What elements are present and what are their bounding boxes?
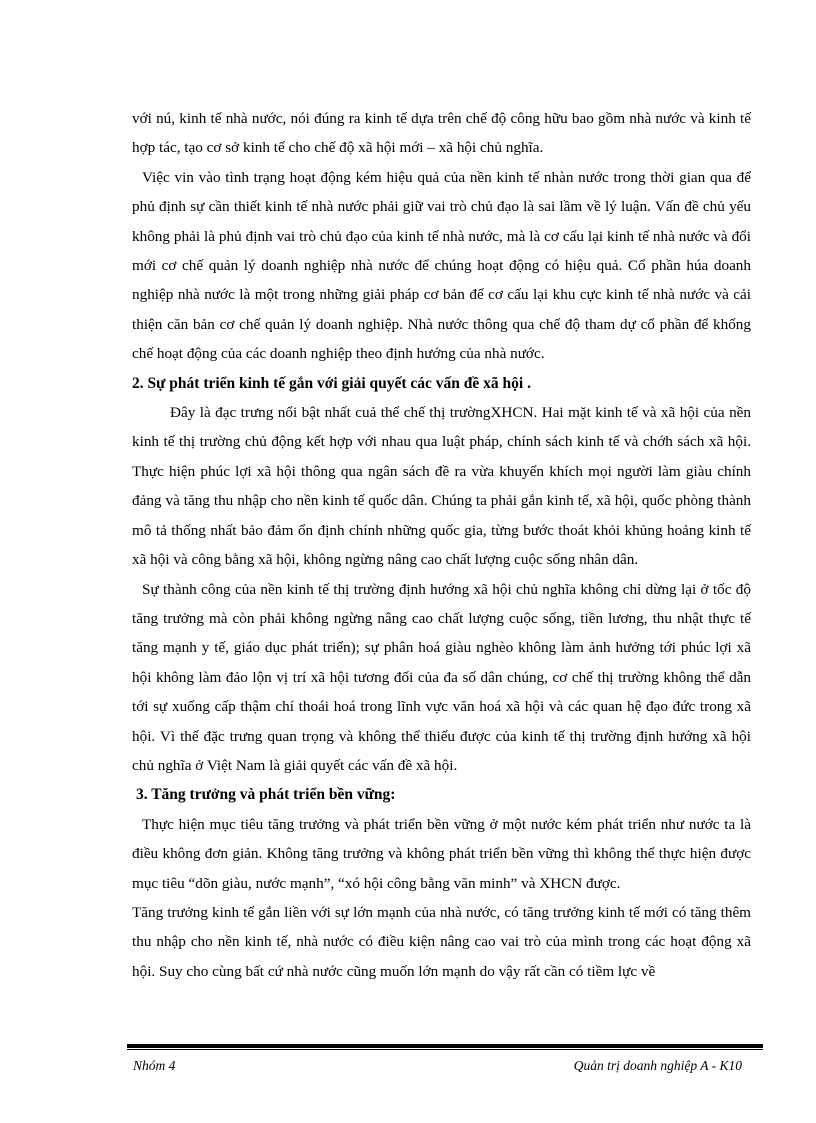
footer-divider <box>127 1044 763 1048</box>
paragraph: Thực hiện mục tiêu tăng trưởng và phát triển bền vững ở một nước kém phát triển như nước ta là điều không đơn giản. Không tăng trưởng và không phát triển bền vững thì không thể thực hiện được mục tiêu “dõn giàu, nước mạnh”, “xó hội công bằng văn minh” và XHCN được. <box>132 815 751 892</box>
footer-group-label: Nhóm 4 <box>133 1058 176 1073</box>
footer-divider-thin <box>127 1049 763 1050</box>
section-heading: 3. Tăng trưởng và phát triển bền vững: <box>136 786 396 804</box>
paragraph: Việc vin vào tình trạng hoạt động kém hiệu quả của nền kinh tế nhàn nước trong thời gian qua để phủ định sự cần thiết kinh tế nhà nước phải giữ vai trò chủ đạo là sai lầm về lý luận. Vấn đề chủ yếu không phải là phủ định vai trò chủ đạo của kinh tế nhà nước, mà là cơ cấu lại kinh tế nhà nước và đổi mới cơ chế quản lý doanh nghiệp nhà nước để chúng hoạt động có hiệu quả. Cổ phần húa doanh nghiệp nhà nước là một trong những giải pháp cơ bản để cơ cấu lại khu cực kinh tế nhà nước và cải thiện căn bản cơ chế quản lý doanh nghiệp. Nhà nước thông qua chế độ tham dự cổ phần để khống chế hoạt động của các doanh nghiệp theo định hướng của nhà nước. <box>132 168 751 363</box>
paragraph: với nú, kinh tế nhà nước, nói đúng ra kinh tế dựa trên chế độ công hữu bao gồm nhà nước và kinh tế hợp tác, tạo cơ sở kinh tế cho chế độ xã hội mới – xã hội chủ nghĩa. <box>132 110 751 157</box>
document-body <box>132 104 751 986</box>
section-heading: 2. Sự phát triển kinh tế gắn với giải quyết các vấn đề xã hội . <box>132 374 531 392</box>
paragraph: Đây là đạc trưng nổi bật nhất cuả thể chế thị trườngXHCN. Hai mặt kinh tế và xã hội của nền kinh tế thị trường chủ động kết hợp với nhau qua luật pháp, chính sách kinh tế và chớh sách xã hội. Thực hiện phúc lợi xã hội thông qua ngân sách đề ra vừa khuyến khích mọi người làm giàu chính đảng và tăng thu nhập cho nền kinh tế quốc dân. Chúng ta phải gắn kinh tế, xã hội, quốc phòng thành mô tả thống nhất bảo đảm ổn định chính những quốc gia, từng bước thoát khỏi khủng hoảng kinh tế xã hội và công bằng xã hội, không ngừng nâng cao chất lượng cuộc sống nhân dân. <box>132 404 751 569</box>
paragraph: Sự thành công của nền kinh tế thị trường định hướng xã hội chủ nghĩa không chỉ dừng lại ở tốc độ tăng trưởng mà còn phải không ngừng nâng cao chất lượng cuộc sống, tiền lương, thu nhật thực tế tăng mạnh y tế, giáo dục phát triển); sự phân hoá giàu nghèo không làm ảnh hưởng tới phúc lợi xã hội không làm đảo lộn vị trí xã hội tương đối của đa số dân chúng, cơ chế thị trường không thể dẫn tới sự xuống cấp thậm chí thoái hoá trong lĩnh vực văn hoá xã hội và các quan hệ đạo đức trong xã hội. Vì thế đặc trưng quan trọng và không thể thiếu được của kinh tế thị trường định hướng xã hội chủ nghĩa ở Việt Nam là giải quyết các vấn đề xã hội. <box>132 580 751 774</box>
footer-course-label: Quản trị doanh nghiệp A - K10 <box>573 1058 742 1073</box>
paragraph: Tăng trưởng kinh tế gắn liền với sự lớn mạnh của nhà nước, có tăng trưởng kinh tế mới có tăng thêm thu nhập cho nền kinh tế, nhà nước có điều kiện nâng cao vai trò của mình trong các hoạt động xã hội. Suy cho cùng bất cứ nhà nước cũng muốn lớn mạnh do vậy rất cần có tiềm lực về <box>132 903 751 980</box>
